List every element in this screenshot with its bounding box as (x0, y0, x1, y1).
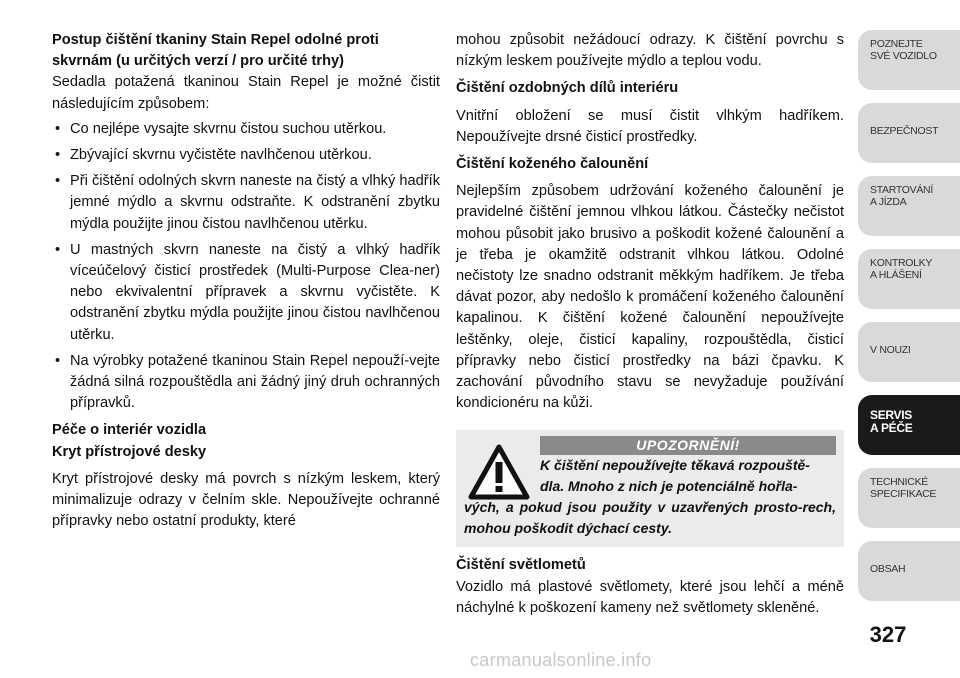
list-item: • Při čištění odolných skvrn naneste na čistý a vlhký hadřík jemné mýdlo a skvrnu odstraňte. K odstranění zbytku mýdla použijte jinou čistou navlhčenou utěrku. (52, 171, 440, 235)
continued-paragraph: mohou způsobit nežádoucí odrazy. K čištění povrchu s nízkým leskem používejte mýdlo a teplou vodu. (456, 32, 844, 70)
tab-label: SVÉ VOZIDLO (870, 50, 937, 62)
tab-label: V NOUZI (870, 344, 911, 356)
dashboard-paragraph: Kryt přístrojové desky má povrch s nízkým leskem, který minimalizuje odrazy v čelním skle. Nepoužívejte ochranné přípravky nebo ostatní produkty, které (52, 470, 440, 530)
tab-label: A HLÁŠENÍ (870, 269, 922, 281)
intro-paragraph: Sedadla potažená tkaninou Stain Repel je možné čistit následujícím způsobem: (52, 74, 440, 112)
subheading-dashboard-cover: Kryt přístrojové desky (52, 443, 207, 460)
warning-box (456, 430, 844, 547)
tab-label: OBSAH (870, 563, 906, 575)
section-heading-interior-care: Péče o interiér vozidla (52, 422, 207, 439)
cleaning-steps-list (52, 119, 440, 415)
heading-trim-cleaning: Čištění ozdobných dílů interiéru (456, 80, 679, 97)
tab-label: A JÍZDA (870, 196, 907, 208)
list-item: • U mastných skvrn naneste na čistý a vlhký hadřík víceúčelový čisticí prostředek (Multi-Purpose Clea-ner) nebo ekvivalentní přípravek a skvrnu vyčistěte. K odstranění zbytku mýdla použijte jinou čistou navlhčenou utěrku. (52, 240, 440, 346)
tab-safety[interactable] (858, 103, 960, 163)
warning-title: UPOZORNĚNÍ! (540, 436, 836, 455)
tab-label: STARTOVÁNÍ (870, 184, 933, 196)
tab-label: KONTROLKY (870, 257, 933, 269)
tab-contents[interactable] (858, 541, 960, 601)
tab-label: SERVIS (870, 408, 912, 422)
headlamp-paragraph: Vozidlo má plastové světlomety, které jsou lehčí a méně náchylné k poškození kameny než světlomety skleněné. (456, 578, 844, 616)
heading-leather-cleaning: Čištění koženého čalounění (456, 156, 649, 173)
warning-line: dla. Mnoho z nich je potenciálně hořla- (540, 478, 798, 495)
warning-line: K čištění nepoužívejte těkavá rozpouště- (540, 457, 810, 474)
tab-label: SPECIFIKACE (870, 488, 937, 500)
warning-line: vých, a pokud jsou použity v uzavřených prosto-rech, mohou poškodit dýchací cesty. (464, 499, 836, 537)
tab-starting-driving[interactable] (858, 176, 960, 236)
tab-service-care[interactable] (858, 395, 960, 455)
leather-paragraph: Nejlepším způsobem udržování koženého čalounění je pravidelné čištění jemnou vlhkou látkou. Částečky nečistot mohou působit jako brusivo a poškodit kožené čalounění a je třeba je okamžitě odstranit vlhkou látkou. Odolné nečistoty lze snadno odstranit měkkým hadříkem. Je třeba dávat pozor, aby nedošlo k promáčení koženého čalounění kapalinou. K čištění kožené čalounění nepoužívejte leštěnky, oleje, čisticí kapaliny, rozpouštědla, čisticí přípravky nebo čisticí prostředky na bázi čpavku. K zachování původního stavu se nevyžaduje používání kondicionéru na kůži. (456, 183, 844, 412)
section-heading-stain-repel: Postup čištění tkaniny Stain Repel odolné proti skvrnám (u určitých verzí / pro určité trhy) (52, 32, 379, 70)
tab-label: POZNEJTE (870, 38, 923, 50)
chapter-tabs (858, 30, 960, 610)
tab-technical-specs[interactable] (858, 468, 960, 528)
heading-headlamp-cleaning: Čištění světlometů (456, 557, 586, 574)
list-item: • Zbývající skvrnu vyčistěte navlhčenou utěrkou. (52, 145, 440, 166)
page-number: 327 (869, 622, 907, 647)
list-item: • Na výrobky potažené tkaninou Stain Repel nepouží-vejte žádná silná rozpouštědla ani žádný jiný druh ochranných přípravků. (52, 351, 440, 415)
tab-label: TECHNICKÉ (870, 476, 928, 488)
trim-paragraph: Vnitřní obložení se musí čistit vlhkým hadříkem. Nepoužívejte drsné čisticí prostředky. (456, 107, 844, 145)
warning-triangle-icon (468, 444, 530, 500)
tab-label: BEZPEČNOST (870, 125, 939, 137)
list-item: • Co nejlépe vysajte skvrnu čistou suchou utěrkou. (52, 119, 440, 140)
tab-label: A PÉČE (870, 421, 913, 435)
tab-indicators[interactable] (858, 249, 960, 309)
left-column (52, 30, 440, 532)
right-column (456, 30, 844, 619)
tab-emergency[interactable] (858, 322, 960, 382)
tab-know-your-vehicle[interactable] (858, 30, 960, 90)
watermark: carmanualsonline.info (470, 650, 652, 670)
